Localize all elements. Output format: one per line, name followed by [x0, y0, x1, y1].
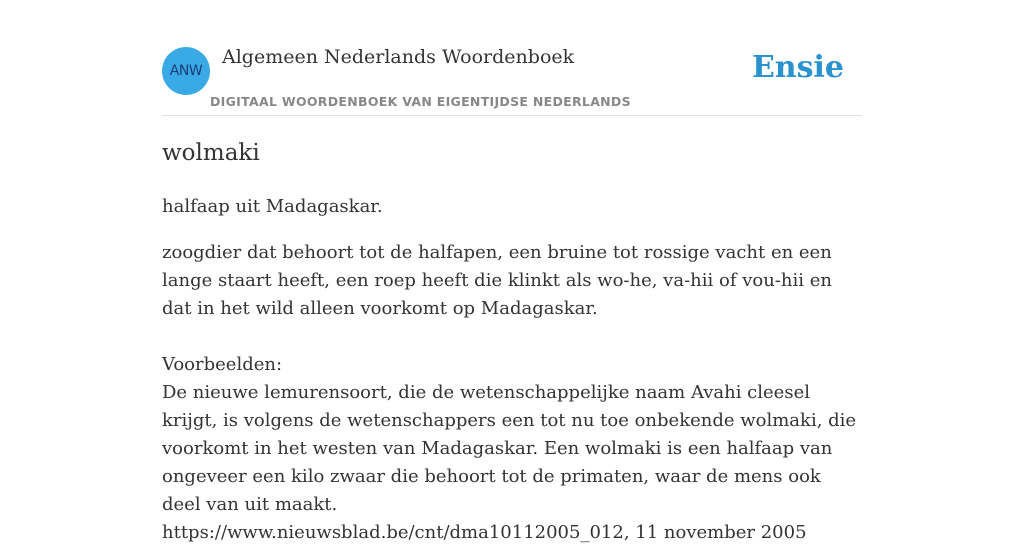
example-source: https://www.nieuwsblad.be/cnt/dma10112005_012, 11 november 2005: [162, 522, 807, 543]
page: [162, 0, 862, 543]
anw-logo[interactable]: [162, 47, 210, 95]
examples-section: [162, 351, 862, 547]
example-text: De nieuwe lemurensoort, die de wetenschappelijke naam Avahi cleesel krijgt, is volgens de wetenschappers een tot nu toe onbekende wolmaki, die voorkomt in het westen van Madagaskar. Een wolmaki is een halfaap van ongeveer een kilo zwaar die behoort tot de primaten, waar de mens ook deel van uit maakt.: [162, 382, 857, 515]
site-title[interactable]: Algemeen Nederlands Woordenboek: [222, 46, 575, 68]
logo-text: ANW: [169, 63, 203, 79]
ensie-brand-link[interactable]: Ensie: [751, 50, 844, 85]
examples-label: Voorbeelden:: [162, 354, 283, 375]
site-subtitle: DIGITAAL WOORDENBOEK VAN EIGENTIJDSE NEDERLANDS: [210, 94, 631, 109]
entry-definition: zoogdier dat behoort tot de halfapen, een bruine tot rossige vacht en een lange staart heeft, een roep heeft die klinkt als wo-he, va-hii of vou-hii en dat in het wild alleen voorkomt op Madagaskar.: [162, 242, 832, 319]
entry-summary: halfaap uit Madagaskar.: [162, 196, 383, 217]
header-divider: [162, 115, 862, 116]
headword: wolmaki: [162, 140, 260, 166]
